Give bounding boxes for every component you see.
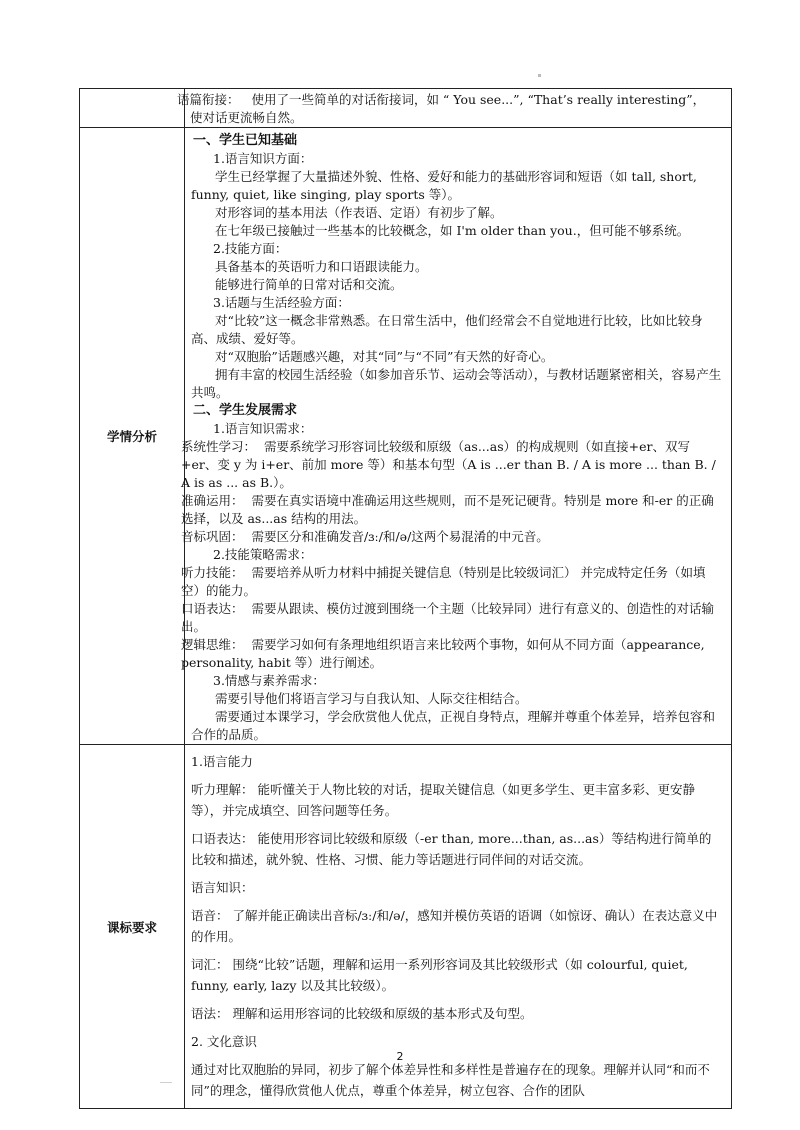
- subsection-heading: 1.语言知识方面：: [213, 151, 313, 166]
- paragraph: 口语表达： 能使用形容词比较级和原级（-er than, more...than, as...as）等结构进行简单的比较和描述，就外貌、性格、习惯、能力等话题进行同伴间的对话交流。: [191, 831, 712, 867]
- term-text: 需要在真实语境中准确运用这些规则，而不是死记硬背。特别是 more 和-er 的正确选择，以及 as...as 结构的用法。: [181, 493, 714, 526]
- discourse-cohesion-cell: [177, 89, 732, 128]
- term-label: 语篇衔接：: [177, 92, 240, 107]
- paragraph: 对形容词的基本用法（作表语、定语）有初步了解。: [215, 205, 503, 220]
- subsection-heading: 2.技能方面：: [213, 241, 288, 256]
- empty-label-cell: [80, 89, 185, 128]
- scan-mark: [160, 1082, 172, 1083]
- paragraph: 对“双胞胎”话题感兴趣，对其“同”与“不同”有天然的好奇心。: [215, 349, 554, 364]
- text-line: 使对话更流畅自然。: [190, 110, 303, 125]
- paragraph: 语言知识：: [191, 880, 254, 895]
- subsection-heading: 3.情感与素养需求：: [213, 673, 325, 688]
- learner-analysis-content: [181, 128, 732, 745]
- row-label-learner-analysis: 学情分析: [80, 128, 185, 745]
- paragraph: 语法： 理解和运用形容词的比较级和原级的基本形式及句型。: [191, 1006, 533, 1021]
- term-paragraph: [181, 492, 723, 528]
- subsection-heading: 1.语言知识需求：: [213, 421, 313, 436]
- term-paragraph: [181, 564, 723, 600]
- subsection-heading: 2.技能策略需求：: [213, 547, 313, 562]
- subsection-heading: 3.话题与生活经验方面：: [213, 295, 350, 310]
- term-text: 需要从跟读、模仿过渡到围绕一个主题（比较异同）进行有意义的、创造性的对话输出。: [181, 601, 714, 634]
- analysis-table: [79, 88, 732, 1109]
- paragraph: 2. 文化意识: [191, 1034, 257, 1049]
- page-number: 2: [396, 1050, 404, 1063]
- table-row: [80, 89, 732, 128]
- term-paragraph: [181, 636, 723, 672]
- paragraph: 需要通过本课学习，学会欣赏他人优点，正视自身特点，理解并尊重个体差异，培养包容和合作的品质。: [191, 709, 716, 742]
- paragraph: 具备基本的英语听力和口语跟读能力。: [215, 259, 428, 274]
- term-text: 需要系统学习形容词比较级和原级（as...as）的构成规则（如直接+er、双写+er、变 y 为 i+er、前加 more 等）和基本句型（A is ...er than B. / A is more ... than B. / A is as ... as B.）。: [181, 439, 716, 490]
- paragraph: 听力理解： 能听懂关于人物比较的对话，提取关键信息（如更多学生、更丰富多彩、更安静等），并完成填空、回答问题等任务。: [191, 782, 695, 818]
- text-line: [177, 91, 723, 109]
- term-text: 需要培养从听力材料中捕捉关键信息（特别是比较级词汇） 并完成特定任务（如填空）的能力。: [181, 565, 706, 598]
- term-text: 需要区分和准确发音/ɜː/和/ə/这两个易混淆的中元音。: [251, 529, 549, 544]
- term-label: 口语表达：: [181, 601, 244, 616]
- term-label: 准确运用：: [181, 493, 244, 508]
- term-label: 音标巩固：: [181, 529, 244, 544]
- term-label: 系统性学习：: [181, 439, 257, 454]
- paragraph: 拥有丰富的校园生活经验（如参加音乐节、运动会等活动），与教材话题紧密相关，容易产生共鸣。: [191, 367, 722, 400]
- term-text: 使用了一些简单的对话衔接词，如 “ You see...”, “That’s really interesting”，: [251, 92, 706, 107]
- paragraph: 词汇： 围绕“比较”话题，理解和运用一系列形容词及其比较级形式（如 colourful, quiet, funny, early, lazy 以及其比较级）。: [191, 957, 688, 993]
- paragraph: 1.语言能力: [191, 754, 253, 769]
- section-heading: 一、学生已知基础: [193, 133, 298, 148]
- term-text: 需要学习如何有条理地组织语言来比较两个事物，如何从不同方面（appearance, personality, habit 等）进行阐述。: [181, 637, 705, 670]
- term-label: 听力技能：: [181, 565, 244, 580]
- paragraph: 能够进行简单的日常对话和交流。: [215, 277, 403, 292]
- term-label: 逻辑思维：: [181, 637, 244, 652]
- scan-mark: [538, 74, 541, 77]
- table-row: [80, 128, 732, 745]
- term-paragraph: [181, 600, 723, 636]
- section-heading: 二、学生发展需求: [193, 403, 298, 418]
- paragraph: 通过对比双胞胎的异同，初步了解个体差异性和多样性是普遍存在的现象。理解并认同“和而不同”的理念，懂得欣赏他人优点，尊重个体差异，树立包容、合作的团队: [191, 1062, 710, 1098]
- term-paragraph: [181, 528, 723, 546]
- paragraph: 对“比较”这一概念非常熟悉。在日常生活中，他们经常会不自觉地进行比较，比如比较身高、成绩、爱好等。: [191, 313, 703, 346]
- term-paragraph: [181, 438, 723, 492]
- paragraph: 需要引导他们将语言学习与自我认知、人际交往相结合。: [215, 691, 528, 706]
- paragraph: 在七年级已接触过一些基本的比较概念，如 I'm older than you.，但可能不够系统。: [215, 223, 690, 238]
- row-label-curriculum-requirements: 课标要求: [80, 745, 185, 1109]
- paragraph: 学生已经掌握了大量描述外貌、性格、爱好和能力的基础形容词和短语（如 tall, short, funny, quiet, like singing, play sports 等）。: [191, 169, 697, 202]
- paragraph: 语音： 了解并能正确读出音标/ɜː/和/ə/，感知并模仿英语的语调（如惊讶、确认）在表达意义中的作用。: [191, 908, 718, 944]
